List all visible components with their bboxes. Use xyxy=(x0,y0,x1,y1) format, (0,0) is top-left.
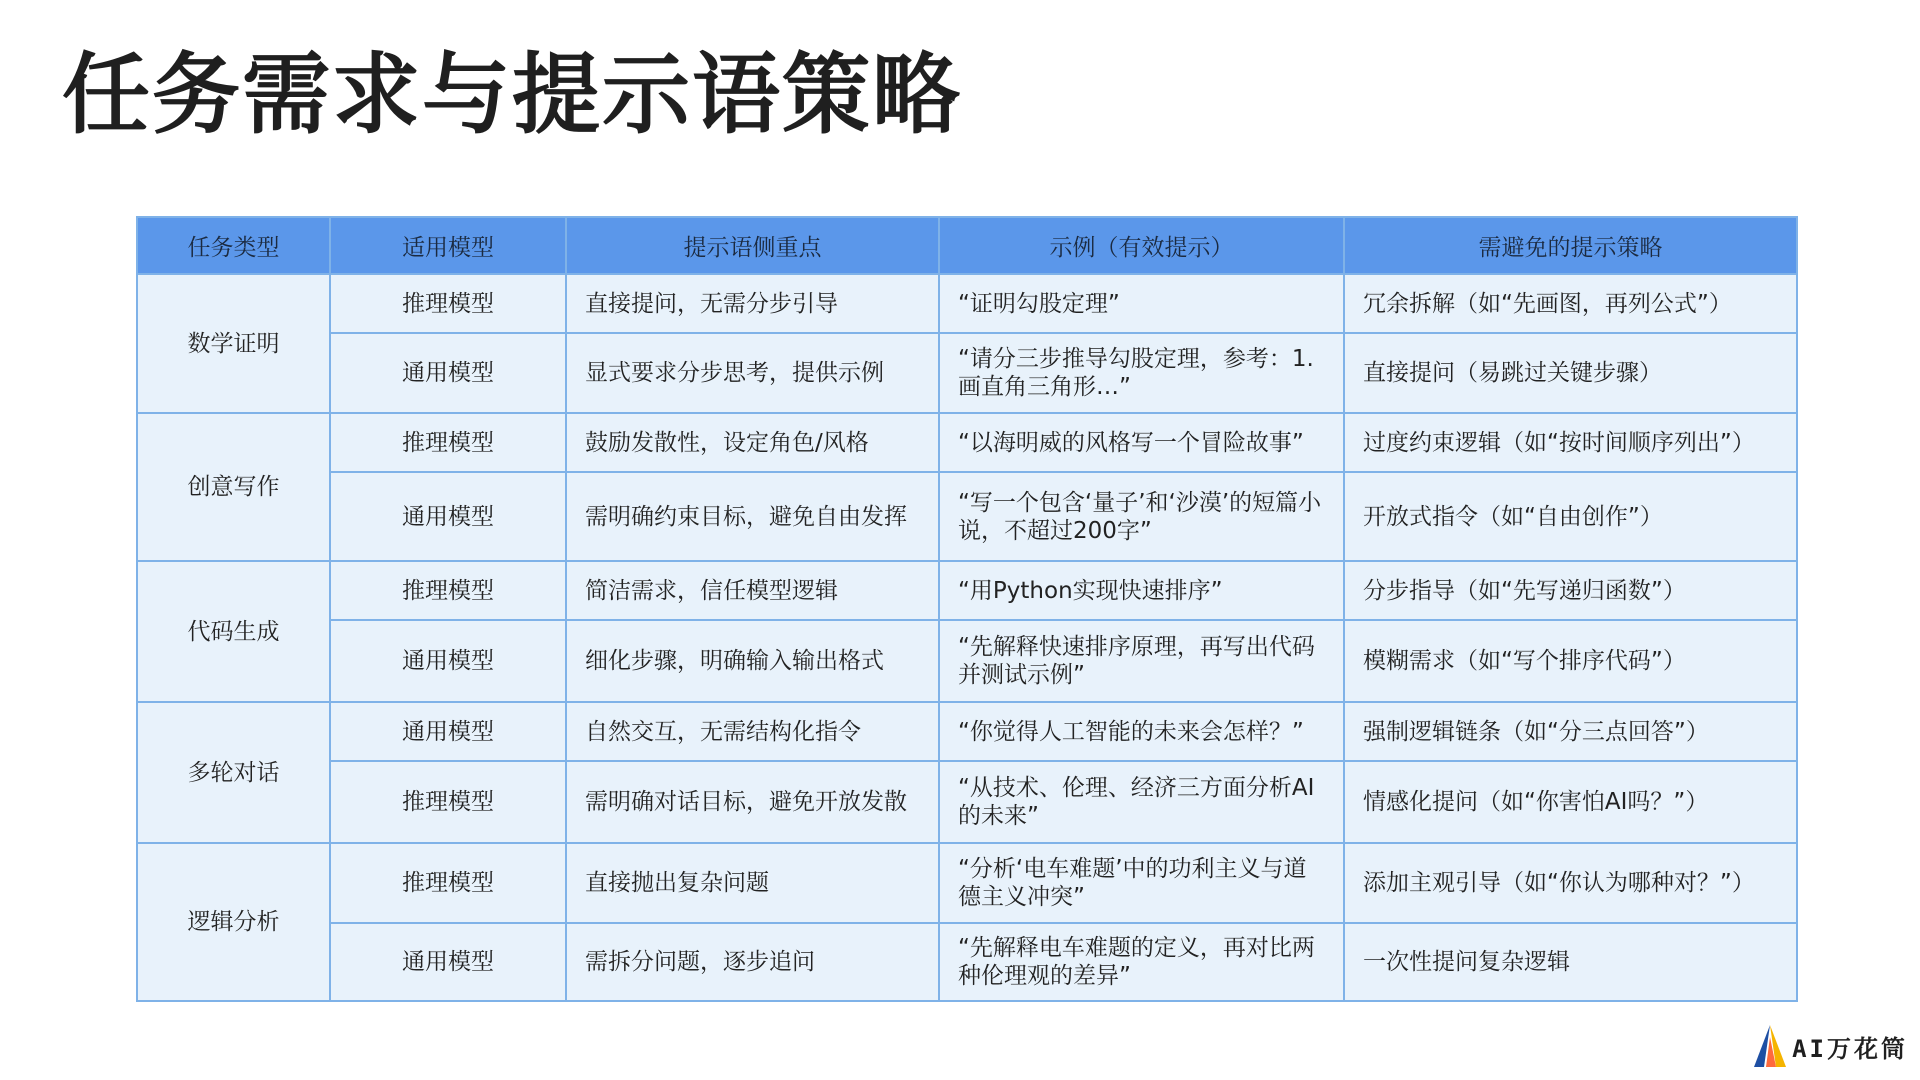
header-focus: 提示语侧重点 xyxy=(566,217,939,274)
model-cell: 推理模型 xyxy=(330,561,566,620)
example-cell: “先解释快速排序原理，再写出代码并测试示例” xyxy=(939,620,1344,702)
model-cell: 通用模型 xyxy=(330,620,566,702)
avoid-cell: 分步指导（如“先写递归函数”） xyxy=(1344,561,1797,620)
example-cell: “用Python实现快速排序” xyxy=(939,561,1344,620)
focus-cell: 自然交互，无需结构化指令 xyxy=(566,702,939,761)
table-row xyxy=(137,413,1797,472)
table-row xyxy=(137,333,1797,413)
example-cell: “分析‘电车难题’中的功利主义与道德主义冲突” xyxy=(939,843,1344,923)
example-cell: “证明勾股定理” xyxy=(939,274,1344,333)
brand-logo xyxy=(1750,1022,1908,1070)
model-cell: 通用模型 xyxy=(330,702,566,761)
focus-cell: 直接提问，无需分步引导 xyxy=(566,274,939,333)
table-row xyxy=(137,274,1797,333)
header-model: 适用模型 xyxy=(330,217,566,274)
task-type-cell: 多轮对话 xyxy=(137,702,330,843)
task-type-cell: 代码生成 xyxy=(137,561,330,702)
table-row xyxy=(137,923,1797,1001)
table-row xyxy=(137,561,1797,620)
prism-logo-icon xyxy=(1750,1023,1790,1069)
task-type-cell: 数学证明 xyxy=(137,274,330,413)
focus-cell: 细化步骤，明确输入输出格式 xyxy=(566,620,939,702)
logo-text: AI万花筒 xyxy=(1792,1034,1908,1063)
task-type-cell: 创意写作 xyxy=(137,413,330,561)
model-cell: 推理模型 xyxy=(330,761,566,843)
model-cell: 推理模型 xyxy=(330,274,566,333)
header-example: 示例（有效提示） xyxy=(939,217,1344,274)
model-cell: 通用模型 xyxy=(330,923,566,1001)
table-row xyxy=(137,761,1797,843)
model-cell: 推理模型 xyxy=(330,843,566,923)
avoid-cell: 模糊需求（如“写个排序代码”） xyxy=(1344,620,1797,702)
focus-cell: 需明确对话目标，避免开放发散 xyxy=(566,761,939,843)
model-cell: 通用模型 xyxy=(330,472,566,561)
example-cell: “请分三步推导勾股定理，参考：1. 画直角三角形…” xyxy=(939,333,1344,413)
example-cell: “写一个包含‘量子’和‘沙漠’的短篇小说，不超过200字” xyxy=(939,472,1344,561)
example-cell: “你觉得人工智能的未来会怎样？” xyxy=(939,702,1344,761)
focus-cell: 显式要求分步思考，提供示例 xyxy=(566,333,939,413)
header-task-type: 任务类型 xyxy=(137,217,330,274)
focus-cell: 直接抛出复杂问题 xyxy=(566,843,939,923)
strategy-table xyxy=(136,216,1798,1002)
focus-cell: 需明确约束目标，避免自由发挥 xyxy=(566,472,939,561)
avoid-cell: 情感化提问（如“你害怕AI吗？”） xyxy=(1344,761,1797,843)
avoid-cell: 一次性提问复杂逻辑 xyxy=(1344,923,1797,1001)
table-row xyxy=(137,620,1797,702)
avoid-cell: 开放式指令（如“自由创作”） xyxy=(1344,472,1797,561)
table-row xyxy=(137,702,1797,761)
avoid-cell: 直接提问（易跳过关键步骤） xyxy=(1344,333,1797,413)
avoid-cell: 强制逻辑链条（如“分三点回答”） xyxy=(1344,702,1797,761)
avoid-cell: 添加主观引导（如“你认为哪种对？”） xyxy=(1344,843,1797,923)
header-avoid: 需避免的提示策略 xyxy=(1344,217,1797,274)
example-cell: “先解释电车难题的定义，再对比两种伦理观的差异” xyxy=(939,923,1344,1001)
table-header-row xyxy=(137,217,1797,274)
avoid-cell: 过度约束逻辑（如“按时间顺序列出”） xyxy=(1344,413,1797,472)
focus-cell: 简洁需求，信任模型逻辑 xyxy=(566,561,939,620)
example-cell: “以海明威的风格写一个冒险故事” xyxy=(939,413,1344,472)
task-type-cell: 逻辑分析 xyxy=(137,843,330,1001)
focus-cell: 需拆分问题，逐步追问 xyxy=(566,923,939,1001)
table-row xyxy=(137,472,1797,561)
avoid-cell: 冗余拆解（如“先画图，再列公式”） xyxy=(1344,274,1797,333)
focus-cell: 鼓励发散性，设定角色/风格 xyxy=(566,413,939,472)
table-row xyxy=(137,843,1797,923)
model-cell: 通用模型 xyxy=(330,333,566,413)
page-title: 任务需求与提示语策略 xyxy=(62,43,963,146)
model-cell: 推理模型 xyxy=(330,413,566,472)
example-cell: “从技术、伦理、经济三方面分析AI的未来” xyxy=(939,761,1344,843)
